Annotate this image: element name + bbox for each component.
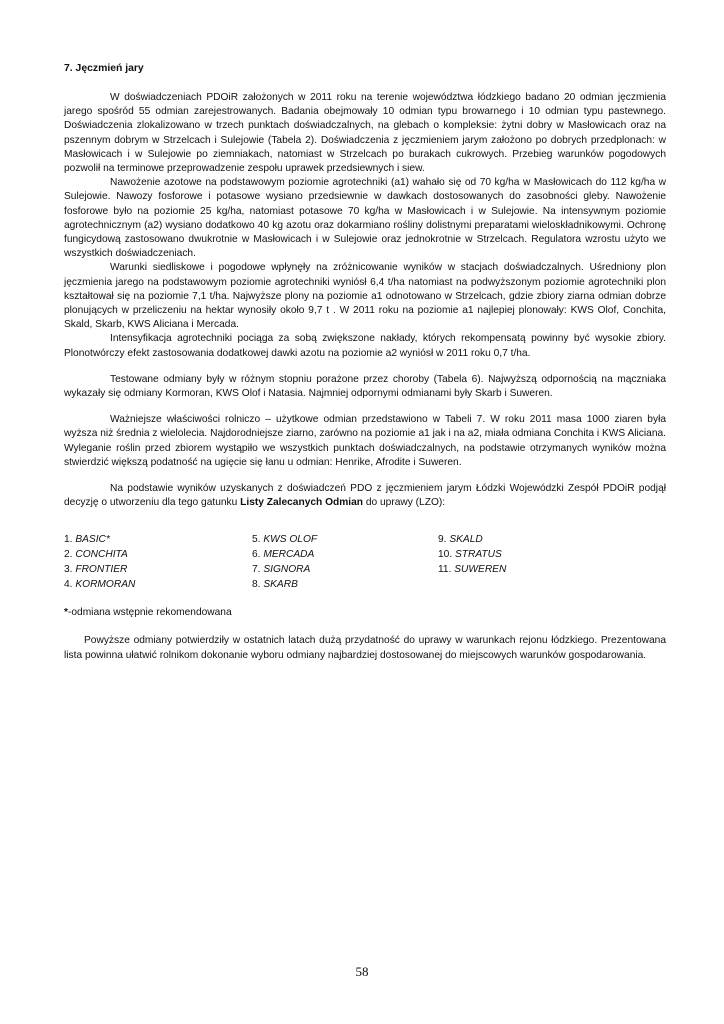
paragraph-yield: Warunki siedliskowe i pogodowe wpłynęły na zróżnicowanie wyników w stacjach doświadczalnych. Uśredniony plon jęczmienia jarego na podstawowym poziomie agrotechniki wyniósł 6,4 t/ha natomiast na podwyższonym poziomie agrotechniki plon kształtował się na poziomie 7,1 t/ha. Najwyższe plony na poziomie a1 odnotowano w Strzelcach, gdzie zbiory ziarna odmian dobrze plonujących w przeliczeniu na hektar wynosiły około 9,7 t . W 2011 roku na poziomie a1 najlepiej plonowały: KWS Olof, Conchita, Skald, Skarb, KWS Aliciana i Mercada. <box>64 262 666 331</box>
footnote <box>64 606 666 620</box>
list-item: 9. SKALD <box>438 534 483 546</box>
list-item: 7. SIGNORA <box>252 564 311 576</box>
spacer <box>64 470 666 482</box>
closing-paragraph: Powyższe odmiany potwierdziły w ostatnich latach dużą przydatność do uprawy w warunkach rejonu łódzkiego. Prezentowana lista powinna ułatwić rolnikom dokonanie wyboru odmiany najbardziej dostosowanej do miejscowych warunków gospodarowania. <box>64 635 666 661</box>
paragraph-intensification: Intensyfikacja agrotechniki pociąga za sobą zwiększone nakłady, których rekompensatą powinny być wysokie zbiory. Plonotwórczy efekt zastosowania dodatkowej dawki azotu na poziomie a2 wyniósł w 2011 roku 0,7 t/ha. <box>64 333 666 359</box>
list-item: 2. CONCHITA <box>64 549 128 561</box>
lzo-intro-after: do uprawy (LZO): <box>363 497 446 509</box>
variety-column-3 <box>438 532 638 592</box>
spacer <box>64 361 666 373</box>
paragraph-properties: Ważniejsze właściwości rolniczo – użytkowe odmian przedstawiono w Tabeli 7. W roku 2011 masa 1000 ziaren była wyższa niż średnia z wielolecia. Najdorodniejsze ziarno, zarówno na poziomie a1 jak i na a2, miała odmiana Conchita i KWS Aliciana. Wyleganie roślin przed zbiorem wystąpiło we wszystkich punktach doświadczalnych, na podstawie otrzymanych wyników można stwierdzić większą podatność na ugięcie się łanu u odmian: Henrike, Afrodite i Suweren. <box>64 414 666 468</box>
variety-list <box>64 532 666 592</box>
paragraph-lzo-intro <box>64 482 666 510</box>
list-item: 11. SUWEREN <box>438 564 507 576</box>
lzo-title: Listy Zalecanych Odmian <box>240 497 363 509</box>
list-item: 8. SKARB <box>252 579 298 591</box>
list-item: 6. MERCADA <box>252 549 315 561</box>
paragraph-fertilization: Nawożenie azotowe na podstawowym poziomie agrotechniki (a1) wahało się od 70 kg/ha w Masłowicach do 112 kg/ha w Sulejowie. Nawozy fosforowe i potasowe wysiano przedsiewnie w dawkach dostosowanych do zasobności gleby. Nawożenie fosforowe było na poziomie 25 kg/ha, natomiast potasowe 70 kg/ha w Masłowicach i w Sulejowie. Na intensywnym poziomie agrotechnicznym (a2) wysiano dodatkowo 40 kg azotu oraz dokarmiano rośliny dolistnymi preparatami wieloskładnikowymi. Ochronę fungicydową zastosowano dwukrotnie w Masłowicach i w Sulejowie oraz jednokrotnie w Strzelcach. Regulatora wzrostu użyto we wszystkich doświadczeniach. <box>64 177 666 260</box>
footnote-mark: * <box>64 607 68 619</box>
page-number: 58 <box>355 964 369 979</box>
spacer <box>64 401 666 413</box>
list-item: 5. KWS OLOF <box>252 534 318 546</box>
list-item: 1. BASIC* <box>64 534 110 546</box>
paragraph-diseases: Testowane odmiany były w różnym stopniu porażone przez choroby (Tabela 6). Najwyższą odpornością na mączniaka wykazały się odmiany Kormoran, KWS Olof i Natasia. Najmniej odpornymi odmianami były Skarb i Suweren. <box>64 373 666 400</box>
variety-column-2 <box>252 532 438 592</box>
document-body <box>64 62 666 673</box>
list-item: 4. KORMORAN <box>64 579 136 591</box>
lzo-intro-before: Na podstawie wyników uzyskanych z doświadczeń PDO z jęczmieniem jarym Łódzki Wojewódzki Zespół PDOiR podjął decyzję o utworzeniu dla tego gatunku <box>64 483 666 509</box>
list-item: 10. STRATUS <box>438 549 502 561</box>
list-item: 3. FRONTIER <box>64 564 128 576</box>
paragraph-intro: W doświadczeniach PDOiR założonych w 2011 roku na terenie województwa łódzkiego badano 20 odmian jęczmienia jarego spośród 55 odmian zarejestrowanych. Badania obejmowały 10 odmian typu browarnego i 10 odmian typu pastewnego. Doświadczenia zlokalizowano w trzech punktach doświadczalnych, na glebach o kompleksie: żytni dobry w Masłowicach oraz na pszennym dobrym w Strzelcach i Sulejowie (Tabela 2). Doświadczenia z jęczmieniem jarym założono po dobrych przedplonach: w Masłowicach i w Sulejowie po ziemniakach, natomiast w Strzelcach po burakach cukrowych. Przebieg warunków pogodowych pozwolił na terminowe przeprowadzenie zespołu uprawek przedsiewnych i siew. <box>64 92 666 175</box>
footnote-text: -odmiana wstępnie rekomendowana <box>67 607 232 619</box>
variety-column-1 <box>64 532 252 592</box>
section-heading: 7. Jęczmień jary <box>64 63 144 74</box>
